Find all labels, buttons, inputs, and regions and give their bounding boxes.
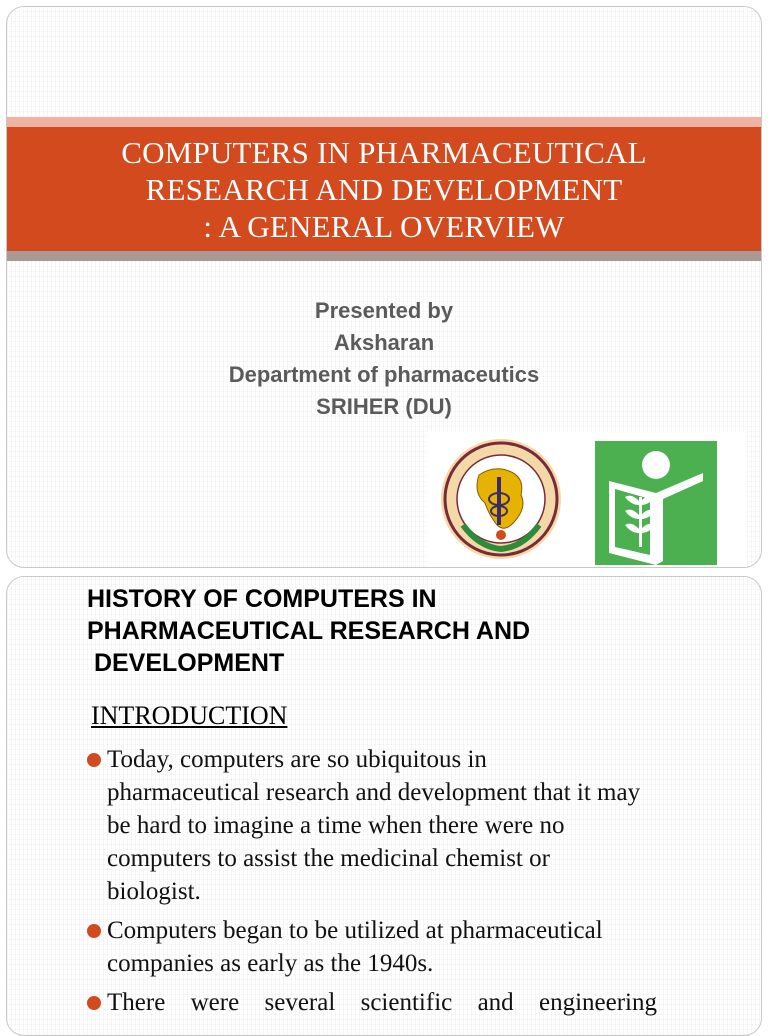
title-band [7,127,761,251]
bullet-word: several [264,989,336,1016]
slide-heading-line-3: DEVELOPMENT [87,649,285,677]
slide-title-line-1: COMPUTERS IN PHARMACEUTICAL [121,134,647,170]
bullet-word: scientific [360,989,453,1016]
bullet-line: Today, computers are so ubiquitous in [107,746,487,773]
green-book-plant-logo [595,441,717,565]
bullet-line: Computers began to be utilized at pharmaceutical [107,917,603,944]
logos-area [427,431,747,568]
bullet-item [85,986,725,1019]
bullet-line: be hard to imagine a time when there were no [107,812,565,839]
bullet-word: There [107,989,166,1016]
accent-strip-top [7,117,761,127]
slide-heading [87,583,530,679]
slide-title-line-2: RESEARCH AND DEVELOPMENT [145,171,623,207]
bullet-word: were [190,989,240,1016]
presenter-department: Department of pharmaceutics [228,362,540,387]
bullet-line: companies as early as the 1940s. [107,950,434,977]
university-seal-logo [439,437,563,563]
bullet-line: computers to assist the medicinal chemist or [107,845,550,872]
title-slide [6,6,762,568]
bullet-line: biologist. [107,878,201,905]
bullet-line [107,986,657,1019]
bullet-word: and [477,989,514,1016]
slide-heading-line-2: PHARMACEUTICAL RESEARCH AND [87,617,531,645]
bullet-list [85,743,725,1025]
presenter-info [7,295,761,423]
bullet-word: engineering [538,989,657,1016]
bullet-dot-icon [87,753,101,767]
bullet-item [85,743,725,908]
bullet-item [85,914,725,980]
accent-strip-bottom [7,251,761,261]
presented-by-label: Presented by [314,298,454,323]
presenter-institution: SRIHER (DU) [316,394,452,419]
content-slide [6,576,762,1036]
bullet-dot-icon [87,924,101,938]
bullet-line: pharmaceutical research and development that it may [107,779,641,806]
slide-title-line-3: : A GENERAL OVERVIEW [203,208,565,244]
slide-heading-line-1: HISTORY OF COMPUTERS IN [87,585,437,613]
presenter-name: Aksharan [333,330,435,355]
section-subheading: INTRODUCTION [91,701,288,730]
bullet-dot-icon [87,996,101,1010]
